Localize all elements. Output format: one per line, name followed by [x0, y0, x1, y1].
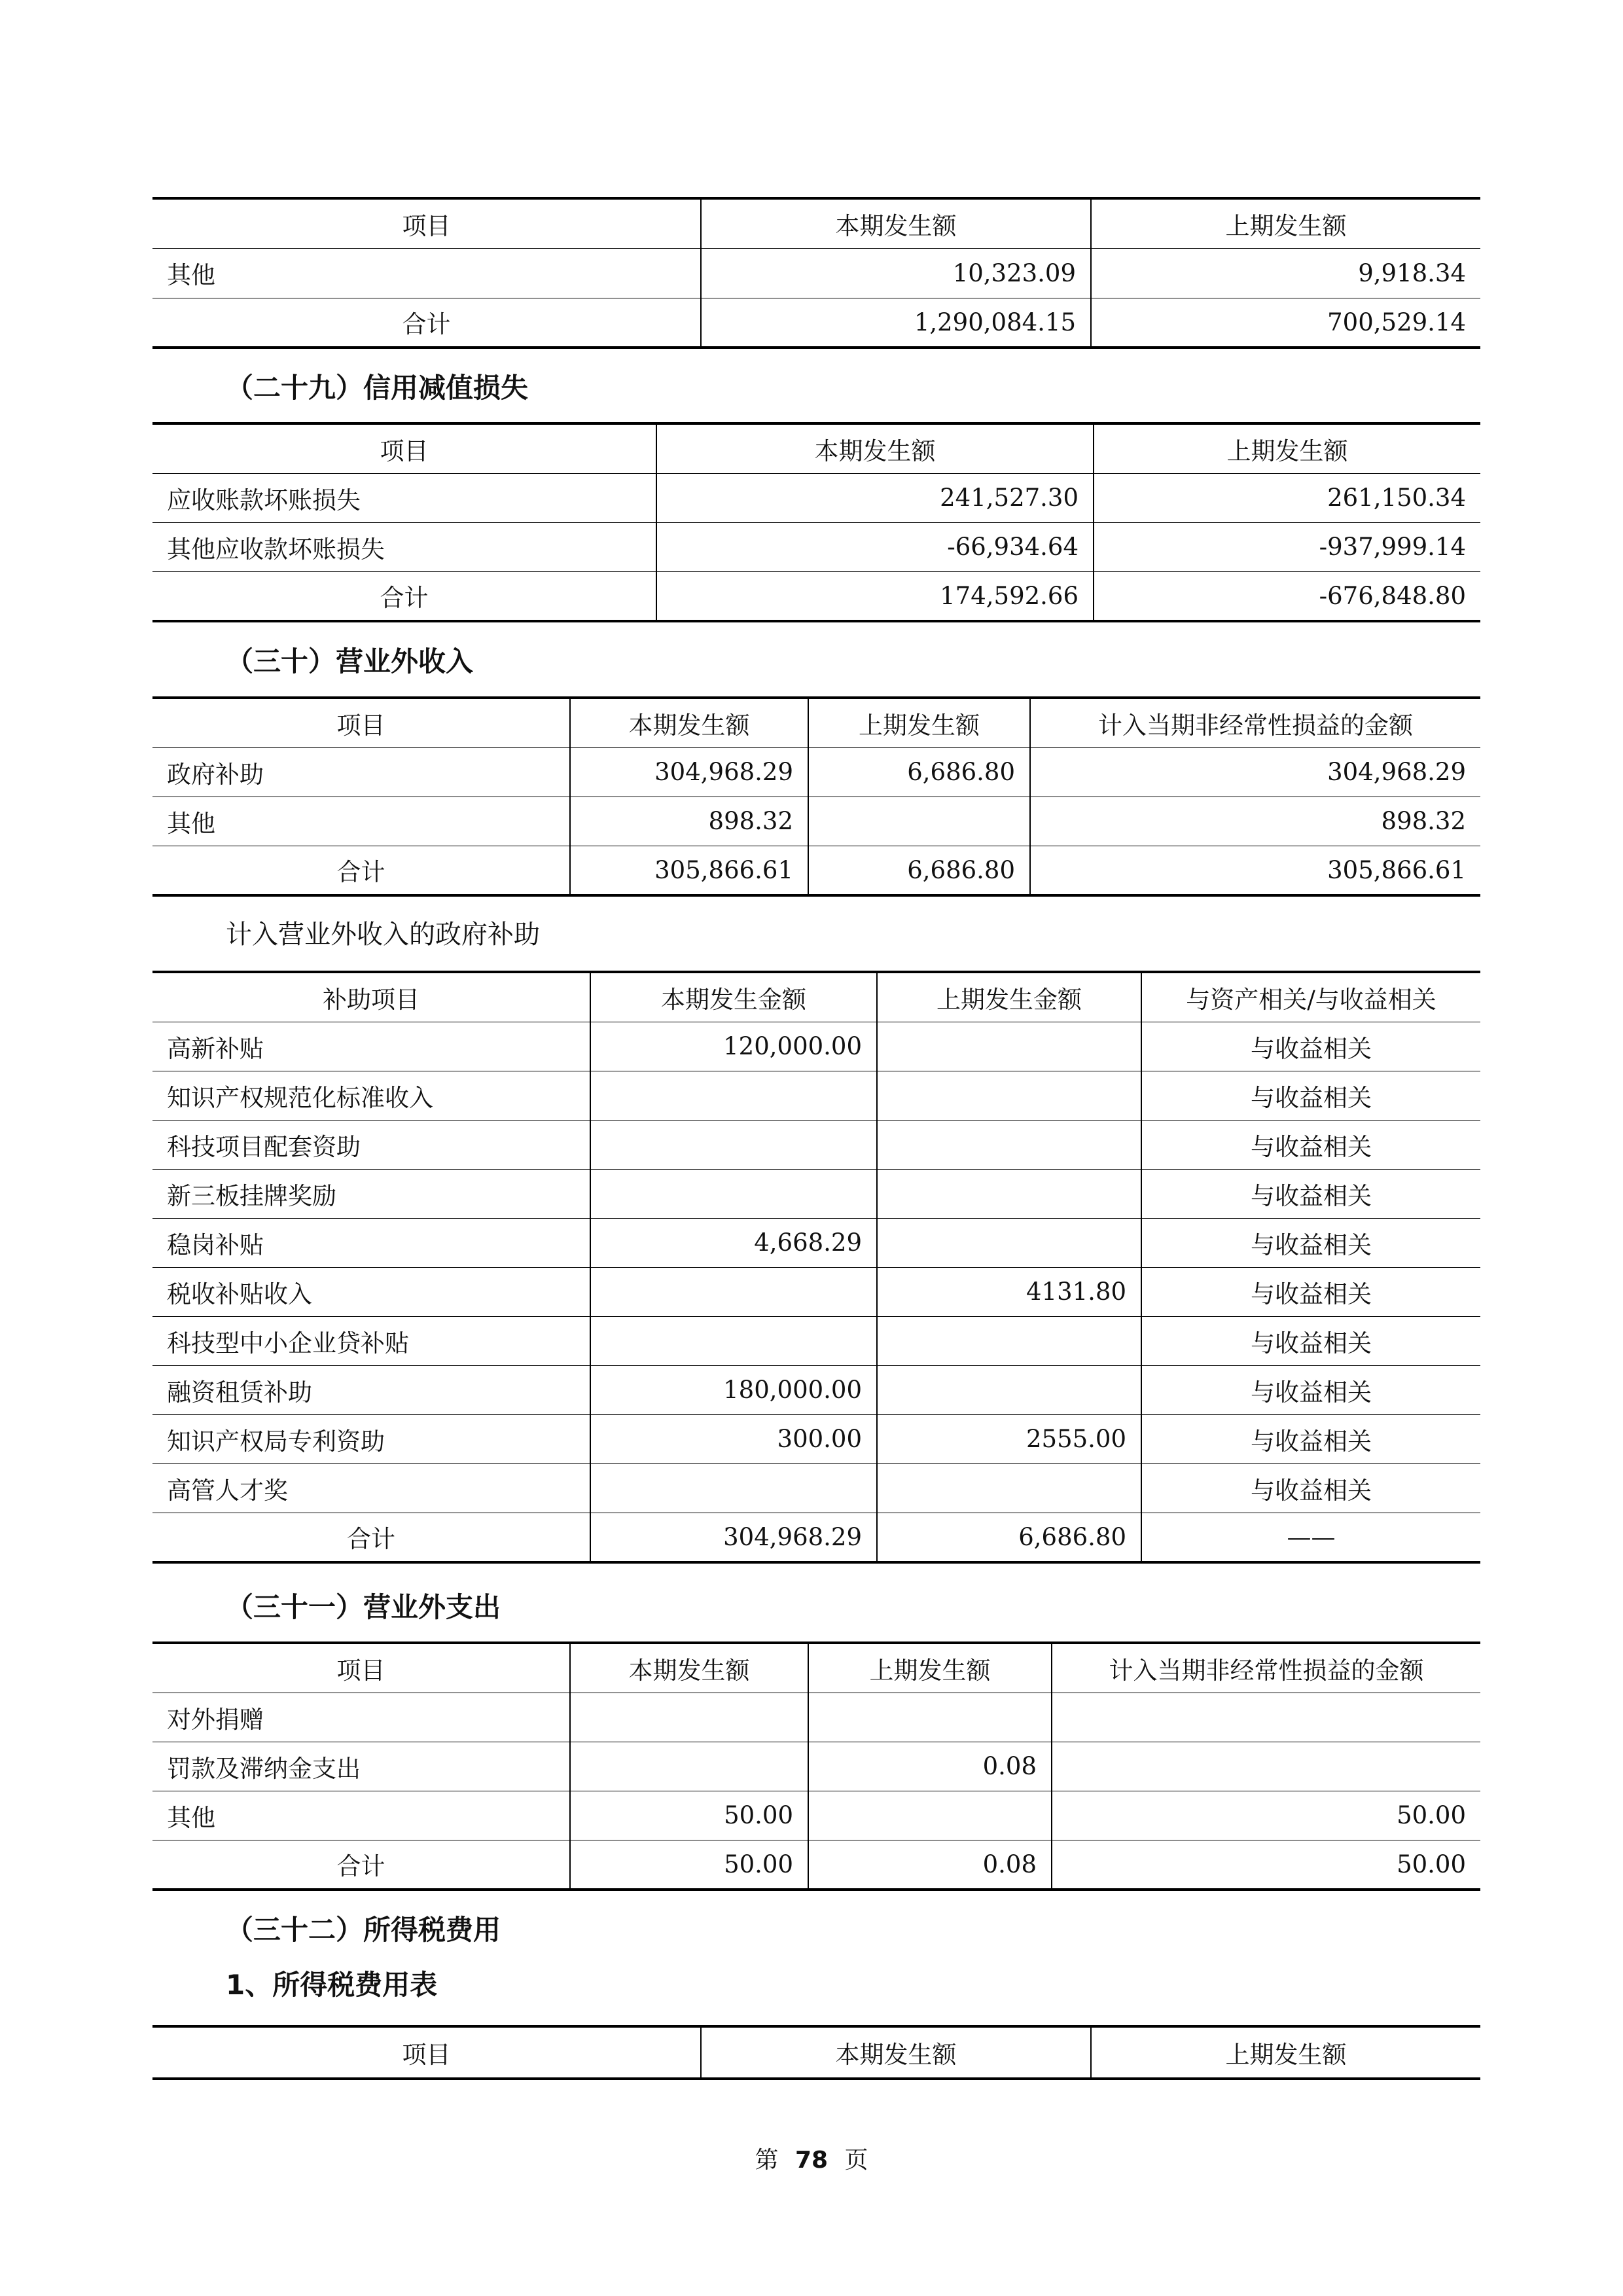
value-cell: 261,150.34 [1094, 473, 1480, 522]
header-cell: 项目 [152, 698, 570, 747]
item-cell: 对外捐赠 [152, 1693, 570, 1742]
header-cell: 项目 [152, 423, 656, 473]
section-30-heading: （三十）营业外收入 [226, 645, 474, 677]
relation-cell: 与收益相关 [1141, 1218, 1480, 1267]
item-cell: 知识产权局专利资助 [152, 1414, 590, 1463]
table-row [152, 1267, 1480, 1316]
page-suffix: 页 [844, 2147, 868, 2174]
value-cell [590, 1316, 877, 1365]
relation-cell: —— [1141, 1513, 1480, 1562]
relation-cell: 与收益相关 [1141, 1169, 1480, 1218]
table-row [152, 1365, 1480, 1414]
table-gov-subsidy [152, 971, 1480, 1564]
header-cell: 补助项目 [152, 972, 590, 1022]
value-cell: -937,999.14 [1094, 522, 1480, 571]
table-row [152, 1791, 1480, 1840]
table-row [152, 522, 1480, 571]
header-cell: 本期发生额 [701, 2026, 1091, 2079]
page-prefix: 第 [755, 2147, 779, 2174]
value-cell [877, 1169, 1141, 1218]
section-32-subheading: 1、所得税费用表 [226, 1969, 438, 2001]
total-row [152, 571, 1480, 621]
value-cell: 6,686.80 [877, 1513, 1141, 1562]
item-cell: 高管人才奖 [152, 1463, 590, 1513]
value-cell [877, 1463, 1141, 1513]
value-cell [877, 1120, 1141, 1169]
value-cell: 304,968.29 [590, 1513, 877, 1562]
header-cell: 上期发生额 [1091, 2026, 1480, 2079]
table-row [152, 1120, 1480, 1169]
table-income-tax-grid [152, 2025, 1480, 2080]
relation-cell: 与收益相关 [1141, 1316, 1480, 1365]
header-cell: 项目 [152, 2026, 701, 2079]
item-cell: 科技项目配套资助 [152, 1120, 590, 1169]
value-cell [1052, 1693, 1480, 1742]
table-gov-subsidy-grid [152, 971, 1480, 1564]
value-cell [590, 1120, 877, 1169]
table-row [152, 1169, 1480, 1218]
total-label: 合计 [152, 298, 701, 348]
value-cell: 304,968.29 [1030, 747, 1480, 797]
table-row [152, 747, 1480, 797]
item-cell: 税收补贴收入 [152, 1267, 590, 1316]
table-header-row [152, 423, 1480, 473]
header-cell: 本期发生额 [570, 1643, 808, 1693]
value-cell: -66,934.64 [656, 522, 1094, 571]
item-cell: 知识产权规范化标准收入 [152, 1071, 590, 1120]
value-cell: 700,529.14 [1091, 298, 1480, 348]
value-cell [1052, 1742, 1480, 1791]
total-row [152, 298, 1480, 348]
table-credit-impairment-grid [152, 422, 1480, 622]
relation-cell: 与收益相关 [1141, 1463, 1480, 1513]
total-row [152, 1840, 1480, 1890]
relation-cell: 与收益相关 [1141, 1022, 1480, 1071]
value-cell: 50.00 [570, 1840, 808, 1890]
header-cell: 上期发生额 [1091, 198, 1480, 248]
item-cell: 其他应收款坏账损失 [152, 522, 656, 571]
value-cell: 305,866.61 [1030, 846, 1480, 895]
header-cell: 上期发生额 [808, 698, 1030, 747]
value-cell: 9,918.34 [1091, 248, 1480, 298]
value-cell [877, 1365, 1141, 1414]
value-cell: 300.00 [590, 1414, 877, 1463]
header-cell: 上期发生额 [1094, 423, 1480, 473]
table-row [152, 1022, 1480, 1071]
relation-cell: 与收益相关 [1141, 1071, 1480, 1120]
table-top-grid [152, 197, 1480, 349]
section-32-heading: （三十二）所得税费用 [226, 1914, 501, 1946]
table-row [152, 1463, 1480, 1513]
table-header-row [152, 2026, 1480, 2079]
table-non-operating-expense-grid [152, 1641, 1480, 1891]
value-cell [877, 1022, 1141, 1071]
header-cell: 计入当期非经常性损益的金额 [1030, 698, 1480, 747]
value-cell [590, 1169, 877, 1218]
relation-cell: 与收益相关 [1141, 1267, 1480, 1316]
value-cell: 241,527.30 [656, 473, 1094, 522]
header-cell: 与资产相关/与收益相关 [1141, 972, 1480, 1022]
value-cell [877, 1218, 1141, 1267]
value-cell [808, 797, 1030, 846]
table-row [152, 1693, 1480, 1742]
table-row [152, 1218, 1480, 1267]
header-cell: 上期发生额 [808, 1643, 1052, 1693]
value-cell [808, 1791, 1052, 1840]
header-cell: 本期发生额 [701, 198, 1091, 248]
item-cell: 融资租赁补助 [152, 1365, 590, 1414]
total-row [152, 1513, 1480, 1562]
table-row [152, 1742, 1480, 1791]
section-29-heading: （二十九）信用减值损失 [226, 372, 529, 404]
table-non-operating-expense [152, 1641, 1480, 1891]
table-credit-impairment [152, 422, 1480, 622]
value-cell [877, 1071, 1141, 1120]
item-cell: 政府补助 [152, 747, 570, 797]
total-label: 合计 [152, 1840, 570, 1890]
value-cell: 10,323.09 [701, 248, 1091, 298]
value-cell [570, 1742, 808, 1791]
value-cell: 6,686.80 [808, 846, 1030, 895]
value-cell [590, 1463, 877, 1513]
value-cell [590, 1267, 877, 1316]
value-cell: 4131.80 [877, 1267, 1141, 1316]
value-cell: 898.32 [1030, 797, 1480, 846]
value-cell: 898.32 [570, 797, 808, 846]
table-non-operating-income [152, 696, 1480, 897]
page-number: 78 [794, 2147, 829, 2174]
table-income-tax [152, 2025, 1480, 2080]
value-cell [808, 1693, 1052, 1742]
value-cell: 180,000.00 [590, 1365, 877, 1414]
item-cell: 其他 [152, 248, 701, 298]
table-header-row [152, 698, 1480, 747]
table-header-row [152, 1643, 1480, 1693]
value-cell: 6,686.80 [808, 747, 1030, 797]
total-label: 合计 [152, 571, 656, 621]
section-31-heading: （三十一）营业外支出 [226, 1591, 501, 1623]
value-cell [590, 1071, 877, 1120]
value-cell: 174,592.66 [656, 571, 1094, 621]
item-cell: 其他 [152, 1791, 570, 1840]
table-row [152, 248, 1480, 298]
value-cell: -676,848.80 [1094, 571, 1480, 621]
value-cell: 0.08 [808, 1840, 1052, 1890]
item-cell: 科技型中小企业贷补贴 [152, 1316, 590, 1365]
value-cell: 305,866.61 [570, 846, 808, 895]
value-cell [877, 1316, 1141, 1365]
value-cell: 0.08 [808, 1742, 1052, 1791]
value-cell: 2555.00 [877, 1414, 1141, 1463]
page-footer [0, 2142, 1623, 2175]
table-non-operating-income-grid [152, 696, 1480, 897]
value-cell: 50.00 [1052, 1791, 1480, 1840]
table-top [152, 197, 1480, 349]
gov-subsidy-caption: 计入营业外收入的政府补助 [226, 920, 540, 950]
total-row [152, 846, 1480, 895]
header-cell: 本期发生金额 [590, 972, 877, 1022]
table-row [152, 797, 1480, 846]
relation-cell: 与收益相关 [1141, 1365, 1480, 1414]
item-cell: 新三板挂牌奖励 [152, 1169, 590, 1218]
value-cell: 50.00 [1052, 1840, 1480, 1890]
total-label: 合计 [152, 846, 570, 895]
item-cell: 其他 [152, 797, 570, 846]
table-row [152, 1316, 1480, 1365]
header-cell: 本期发生额 [656, 423, 1094, 473]
value-cell: 304,968.29 [570, 747, 808, 797]
relation-cell: 与收益相关 [1141, 1414, 1480, 1463]
item-cell: 应收账款坏账损失 [152, 473, 656, 522]
relation-cell: 与收益相关 [1141, 1120, 1480, 1169]
value-cell: 120,000.00 [590, 1022, 877, 1071]
header-cell: 计入当期非经常性损益的金额 [1052, 1643, 1480, 1693]
total-label: 合计 [152, 1513, 590, 1562]
item-cell: 罚款及滞纳金支出 [152, 1742, 570, 1791]
header-cell: 上期发生金额 [877, 972, 1141, 1022]
item-cell: 高新补贴 [152, 1022, 590, 1071]
item-cell: 稳岗补贴 [152, 1218, 590, 1267]
table-row [152, 1414, 1480, 1463]
table-row [152, 1071, 1480, 1120]
value-cell [570, 1693, 808, 1742]
value-cell: 1,290,084.15 [701, 298, 1091, 348]
value-cell: 4,668.29 [590, 1218, 877, 1267]
value-cell: 50.00 [570, 1791, 808, 1840]
header-cell: 项目 [152, 198, 701, 248]
table-header-row [152, 972, 1480, 1022]
header-cell: 本期发生额 [570, 698, 808, 747]
table-header-row [152, 198, 1480, 248]
table-row [152, 473, 1480, 522]
header-cell: 项目 [152, 1643, 570, 1693]
